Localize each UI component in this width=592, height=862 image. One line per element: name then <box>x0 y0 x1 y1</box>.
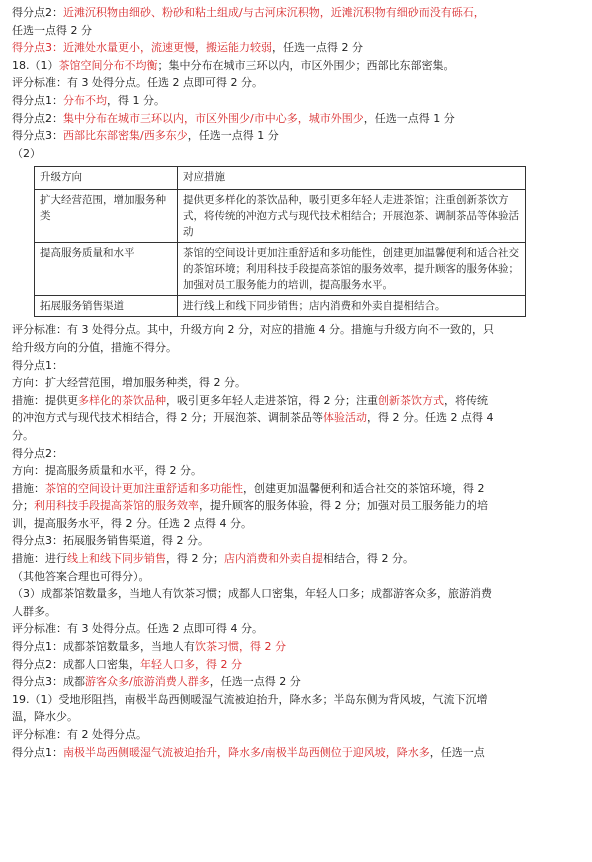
text-segment: 19.（1）受地形阻挡，南极半岛西侧暖湿气流被迫抬升，降水多；半岛东侧为背风坡，气流下沉增 <box>12 692 488 706</box>
text-segment: ，创建更加温馨便利和适合社交的茶馆环境，得 2 <box>243 481 485 495</box>
text-line <box>12 744 582 762</box>
text-segment: 得分点1：成都茶馆数量多，当地人有 <box>12 640 195 654</box>
text-segment: ，任选一点得 1 分 <box>363 111 455 125</box>
section-bottom-lines <box>12 321 582 761</box>
text-line <box>12 708 582 726</box>
text-line <box>12 339 582 357</box>
text-line <box>12 656 582 674</box>
text-segment: 得分点3：成都 <box>12 675 85 689</box>
highlighted-answer-segment: 年轻人口多，得 2 分 <box>140 657 242 671</box>
text-segment: 评分标准：有 3 处得分点。任选 2 点即可得 2 分。 <box>12 76 263 90</box>
text-segment: ，任选一点 <box>429 745 485 759</box>
highlighted-answer-segment: 西部比东部密集/西多东少 <box>63 129 188 143</box>
text-line <box>12 462 582 480</box>
table-row <box>35 243 526 296</box>
text-segment: 得分点3： <box>12 129 63 143</box>
text-segment: 得分点1： <box>12 745 63 759</box>
text-line <box>12 74 582 92</box>
text-line <box>12 585 582 603</box>
table-header-row <box>35 167 526 190</box>
highlighted-answer-segment: 茶馆的空间设计更加注重舒适和多功能性 <box>45 481 243 495</box>
text-segment: ，任选一点得 2 分 <box>209 675 301 689</box>
highlighted-answer-segment: 水量更小，流速更慢，搬运能力较弱 <box>96 41 272 55</box>
text-line <box>12 145 582 163</box>
text-segment: ，得 1 分。 <box>107 93 165 107</box>
highlighted-answer-segment: 创新茶饮方式 <box>378 393 444 407</box>
text-segment: 给升级方向的分值，措施不得分。 <box>12 340 177 354</box>
table-cell-measures: 进行线上和线下同步销售；店内消费和外卖自提相结合。 <box>178 296 526 317</box>
text-line <box>12 321 582 339</box>
table-cell-direction: 拓展服务销售渠道 <box>35 296 178 317</box>
text-segment: 得分点2： <box>12 6 63 19</box>
text-line <box>12 532 582 550</box>
text-segment: 方向：扩大经营范围，增加服务种类，得 2 分。 <box>12 376 246 390</box>
highlighted-answer-segment: 多样化的茶饮品种 <box>78 393 166 407</box>
table-header-direction: 升级方向 <box>35 167 178 190</box>
text-segment: 相结合，得 2 分。 <box>323 552 414 566</box>
text-segment: 评分标准：有 2 处得分点。 <box>12 728 147 741</box>
text-line <box>12 409 582 427</box>
upgrade-table <box>34 166 526 317</box>
text-segment: ；集中分布在城市三环以内，市区外围少；西部比东部密集。 <box>157 58 455 72</box>
text-segment: 评分标准：有 3 处得分点。其中，升级方向 2 分，对应的措施 4 分。措施与升级方向不一致的，只 <box>12 323 494 337</box>
highlighted-answer-segment: 近滩沉积物由细砂、粉砂和粘土组成/与古河床沉积物，近滩沉积物有细砂而没有砾石， <box>63 6 485 19</box>
text-segment: 得分点3：拓展服务销售渠道，得 2 分。 <box>12 534 209 548</box>
text-segment: 分。 <box>12 428 34 442</box>
text-line <box>12 673 582 691</box>
text-segment: 评分标准：有 3 处得分点。任选 2 点即可得 4 分。 <box>12 622 263 636</box>
text-segment: 任选一点得 2 分 <box>12 23 92 37</box>
text-segment: ，吸引更多年轻人走进茶馆，得 2 分；注重 <box>166 393 378 407</box>
text-line <box>12 638 582 656</box>
section-top-lines <box>12 4 582 162</box>
text-line <box>12 568 582 586</box>
text-segment: 得分点1： <box>12 358 63 372</box>
table-header-measures: 对应措施 <box>178 167 526 190</box>
text-segment: ，提升顾客的服务体验，得 2 分；加强对员工服务能力的培 <box>199 499 488 513</box>
text-line <box>12 445 582 463</box>
table-cell-measures: 茶馆的空间设计更加注重舒适和多功能性，创建更加温馨便利和适合社交的茶馆环境；利用科技手段提高茶馆的服务效率，提升顾客的服务体验；加强对员工服务能力的培训，提高服务水平。 <box>178 243 526 296</box>
text-segment: ，得 2 分； <box>166 552 224 566</box>
text-line <box>12 357 582 375</box>
text-line <box>12 57 582 75</box>
text-segment: ，任选一点得 1 分 <box>187 129 279 143</box>
text-line <box>12 427 582 445</box>
text-line <box>12 22 582 40</box>
text-segment: ，任选一点得 2 分 <box>272 41 363 55</box>
text-segment: 得分点2：成都人口密集， <box>12 657 140 671</box>
highlighted-answer-segment: 得分点3：近滩处 <box>12 41 96 55</box>
text-segment: 措施： <box>12 481 45 495</box>
text-line <box>12 374 582 392</box>
text-line <box>12 550 582 568</box>
highlighted-answer-segment: 游客众多/旅游消费人群多 <box>85 675 210 689</box>
highlighted-answer-segment: 集中分布在城市三环以内，市区外围少/市中心多，城市外围少 <box>63 111 364 125</box>
text-segment: （3）成都茶馆数量多，当地人有饮茶习惯；成都人口密集，年轻人口多；成都游客众多，旅游消费 <box>12 587 492 601</box>
text-segment: 18.（1） <box>12 58 59 72</box>
text-line <box>12 691 582 709</box>
text-line <box>12 497 582 515</box>
text-segment: （2） <box>12 146 41 160</box>
highlighted-answer-segment: 南极半岛西侧暖湿气流被迫抬升，降水多/南极半岛西侧位于迎风坡，降水多 <box>63 745 430 759</box>
text-line <box>12 110 582 128</box>
highlighted-answer-segment: 体验活动 <box>323 411 367 425</box>
text-line <box>12 392 582 410</box>
table-row <box>35 190 526 243</box>
text-segment: （其他答案合理也可得分）。 <box>12 569 150 583</box>
highlighted-answer-segment: 店内消费和外卖自提 <box>224 552 323 566</box>
text-line <box>12 620 582 638</box>
text-line <box>12 515 582 533</box>
highlighted-answer-segment: 利用科技手段提高茶馆的服务效率 <box>34 499 199 513</box>
text-line <box>12 92 582 110</box>
text-line <box>12 480 582 498</box>
text-segment: 措施：进行 <box>12 552 67 566</box>
table-cell-measures: 提供更多样化的茶饮品种，吸引更多年轻人走进茶馆；注重创新茶饮方式，将传统的冲泡方式与现代技术相结合；开展泡茶、调制茶品等体验活动 <box>178 190 526 243</box>
highlighted-answer-segment: 茶馆空间分布不均衡 <box>58 58 158 72</box>
text-segment: 方向：提高服务质量和水平，得 2 分。 <box>12 464 202 478</box>
table-row <box>35 296 526 317</box>
text-line <box>12 39 582 57</box>
text-segment: 人群多。 <box>12 604 56 618</box>
text-segment: 得分点2： <box>12 446 63 460</box>
text-segment: 训，提高服务水平，得 2 分。任选 2 点得 4 分。 <box>12 516 252 530</box>
text-line <box>12 4 582 22</box>
highlighted-answer-segment: 饮茶习惯，得 2 分 <box>195 640 286 654</box>
table-cell-direction: 扩大经营范围，增加服务种类 <box>35 190 178 243</box>
highlighted-answer-segment: 分布不均 <box>63 93 107 107</box>
text-segment: 的冲泡方式与现代技术相结合，得 2 分；开展泡茶、调制茶品等 <box>12 411 323 425</box>
table-cell-direction: 提高服务质量和水平 <box>35 243 178 296</box>
text-segment: 措施：提供更 <box>12 393 78 407</box>
text-segment: 温，降水少。 <box>12 710 78 724</box>
text-segment: ，将传统 <box>444 393 488 407</box>
text-segment: 分； <box>12 499 34 513</box>
text-line <box>12 726 582 744</box>
text-line <box>12 603 582 621</box>
text-line <box>12 127 582 145</box>
text-segment: 得分点2： <box>12 111 63 125</box>
text-segment: 得分点1： <box>12 93 63 107</box>
highlighted-answer-segment: 线上和线下同步销售 <box>67 552 166 566</box>
text-segment: ，得 2 分。任选 2 点得 4 <box>367 411 494 425</box>
